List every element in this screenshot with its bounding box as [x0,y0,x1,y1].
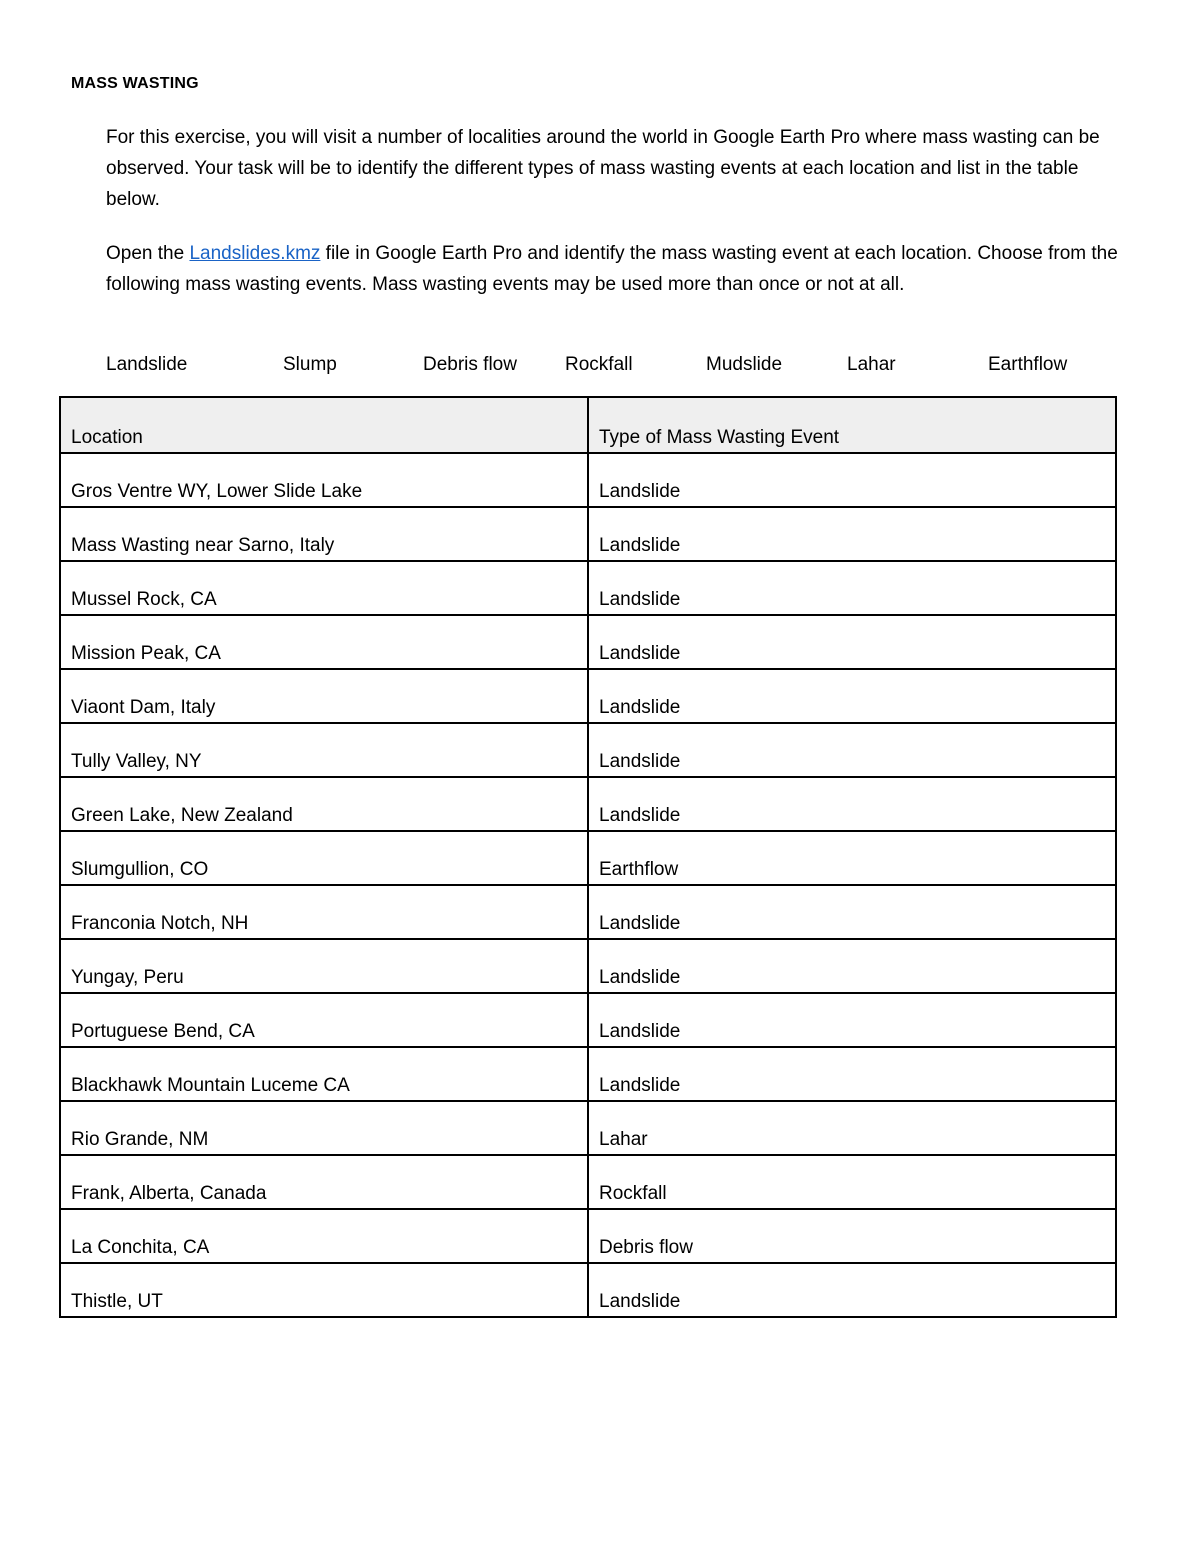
event-type-cell[interactable]: Landslide [588,561,1116,615]
location-cell: Blackhawk Mountain Luceme CA [60,1047,588,1101]
event-type-cell[interactable]: Landslide [588,939,1116,993]
location-cell: Franconia Notch, NH [60,885,588,939]
landslides-kmz-link[interactable]: Landslides.kmz [189,243,321,264]
event-type-cell[interactable]: Landslide [588,885,1116,939]
location-cell: Frank, Alberta, Canada [60,1155,588,1209]
table-row [60,993,1116,1047]
location-cell: Mussel Rock, CA [60,561,588,615]
event-type-cell[interactable]: Rockfall [588,1155,1116,1209]
location-cell: La Conchita, CA [60,1209,588,1263]
location-cell: Tully Valley, NY [60,723,588,777]
table-row [60,831,1116,885]
location-cell: Yungay, Peru [60,939,588,993]
event-type-cell[interactable]: Landslide [588,453,1116,507]
event-type-cell[interactable]: Landslide [588,669,1116,723]
table-row [60,1209,1116,1263]
table-row [60,453,1116,507]
event-type-header: Type of Mass Wasting Event [588,397,1116,453]
location-cell: Gros Ventre WY, Lower Slide Lake [60,453,588,507]
option-lahar: Lahar [847,354,896,375]
table-row [60,885,1116,939]
option-earthflow: Earthflow [988,354,1068,375]
event-type-cell[interactable]: Landslide [588,777,1116,831]
event-type-cell[interactable]: Landslide [588,993,1116,1047]
location-cell: Mission Peak, CA [60,615,588,669]
location-cell: Green Lake, New Zealand [60,777,588,831]
document-title: MASS WASTING [71,75,199,92]
table-header-row [60,397,1116,453]
table-row [60,669,1116,723]
location-cell: Slumgullion, CO [60,831,588,885]
table-row [60,507,1116,561]
option-mudslide: Mudslide [706,354,783,375]
location-cell: Thistle, UT [60,1263,588,1317]
event-type-cell[interactable]: Lahar [588,1101,1116,1155]
instructions-paragraph [106,238,1131,300]
table-row [60,1047,1116,1101]
table-row [60,615,1116,669]
location-header: Location [60,397,588,453]
option-rockfall: Rockfall [565,354,633,375]
event-type-cell[interactable]: Landslide [588,1263,1116,1317]
location-cell: Portuguese Bend, CA [60,993,588,1047]
event-type-cell[interactable]: Landslide [588,615,1116,669]
mass-wasting-table [59,396,1117,1318]
option-debris-flow: Debris flow [423,354,517,375]
event-type-cell[interactable]: Earthflow [588,831,1116,885]
instructions-before-link: Open the [106,243,190,264]
option-landslide: Landslide [106,354,188,375]
mass-wasting-options [0,354,1200,386]
event-type-cell[interactable]: Landslide [588,507,1116,561]
location-cell: Viaont Dam, Italy [60,669,588,723]
table-row [60,939,1116,993]
event-type-cell[interactable]: Debris flow [588,1209,1116,1263]
location-cell: Rio Grande, NM [60,1101,588,1155]
table-row [60,777,1116,831]
location-cell: Mass Wasting near Sarno, Italy [60,507,588,561]
intro-paragraph: For this exercise, you will visit a number of localities around the world in Google Earth Pro where mass wasting can be observed. Your task will be to identify the different types of mass wasting events at each location and list in the table below. [106,127,1100,210]
event-type-cell[interactable]: Landslide [588,723,1116,777]
table-row [60,723,1116,777]
event-type-cell[interactable]: Landslide [588,1047,1116,1101]
table-row [60,1101,1116,1155]
table-row [60,561,1116,615]
table-row [60,1155,1116,1209]
table-row [60,1263,1116,1317]
instructions-after-link: file in Google Earth Pro and identify the mass wasting event at each location. Choose from the following mass wasting events. Mass wasting events may be used more than once or not at all. [106,243,1118,295]
option-slump: Slump [283,354,337,375]
